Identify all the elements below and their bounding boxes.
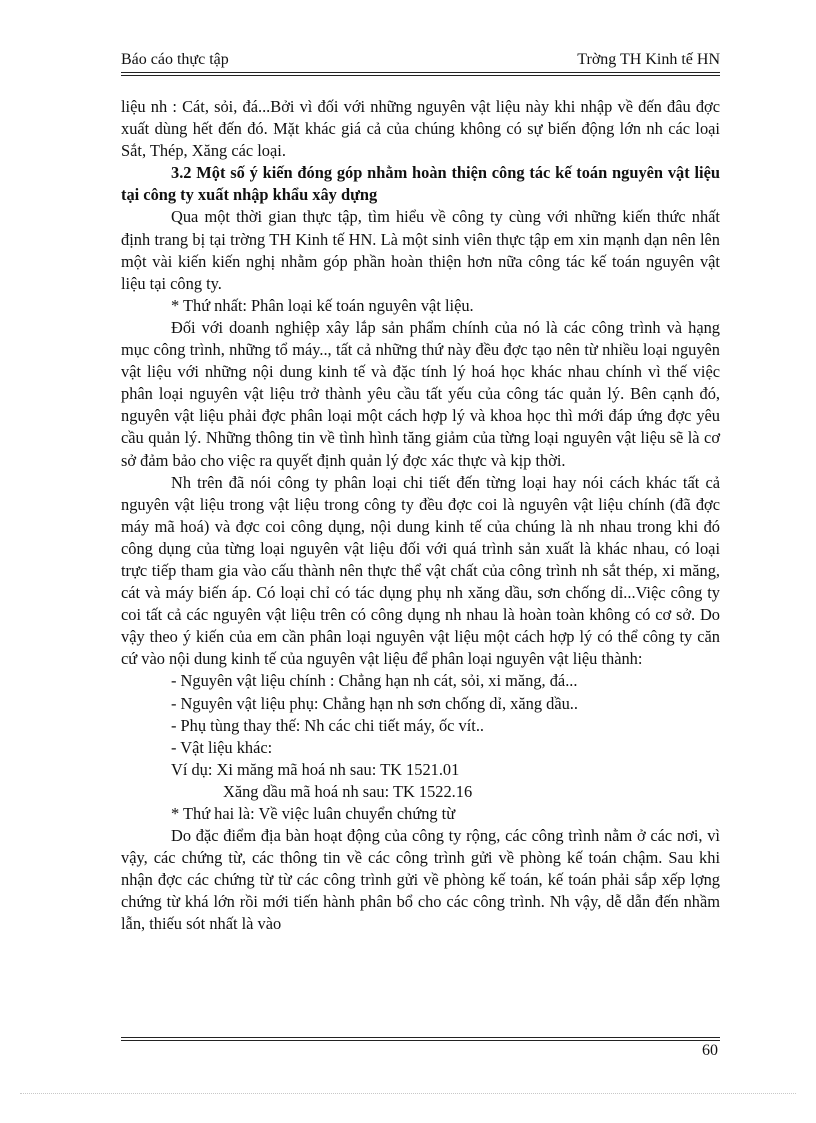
list-item-auxiliary-materials: - Nguyên vật liệu phụ: Chẳng hạn nh sơn chống dỉ, xăng dầu.. [171,693,578,713]
page-bottom-dotted-line [20,1093,796,1094]
example-cement-code: Ví dụ: Xi măng mã hoá nh sau: TK 1521.01 [171,759,460,779]
header-school-name: Trờng TH Kinh tế HN [577,51,720,68]
section-heading: 3.2 Một số ý kiến đóng góp nhằm hoàn thiện công tác kế toán nguyên vật liệu tại công ty xuất nhập khẩu xây dựng [121,163,720,205]
header-rule-thin [121,75,720,76]
point-first-heading: * Thứ nhất: Phân loại kế toán nguyên vật liệu. [171,295,474,315]
paragraph-documents: Do đặc điểm địa bàn hoạt động của công ty rộng, các công trình nằm ở các nơi, vì vậy, các chứng từ, các thông tin về các công trình gửi về phòng kế toán chậm. Sau khi nhận đợc các chứng từ từ các công trình gửi về phòng kế toán, kế toán phải sắp xếp lợng chứng từ khá lớn rồi mới tiến hành phân bổ cho các công trình. Nh vậy, dễ dẫn đến nhầm lẫn, thiếu sót nhất là vào [121,826,720,934]
footer-rule-thin [121,1040,720,1041]
paragraph-classification: Đối với doanh nghiệp xây lắp sản phẩm chính của nó là các công trình và hạng mục công trình, những tổ máy.., tất cả những thứ này đều đợc tạo nên từ nhiều loại nguyên vật liệu với những nội dung kinh tế và đặc tính lý hoá học khác nhau chính vì thế việc phân loại nguyên vật liệu trở thành yêu cầu tất yếu của công tác quản lý. Bên cạnh đó, nguyên vật liệu phải đợc phân loại một cách hợp lý và khoa học thì mới đáp ứng đợc yêu cầu quản lý. Những thông tin về tình hình tăng giảm của từng loại nguyên vật liệu sẽ là cơ sở đảm bảo cho việc ra quyết định quản lý đợc xác thực và kịp thời. [121,317,720,470]
list-item-other-materials: - Vật liệu khác: [171,737,273,757]
paragraph-continuation: liệu nh : Cát, sỏi, đá...Bởi vì đối với những nguyên vật liệu này khi nhập về đến đâu đợc xuất dùng hết đến đó. Mặt khác giá cả của chúng không có sự biến động lớn nh các loại Sắt, Thép, Xăng các loại. [121,97,720,161]
list-item-spare-parts: - Phụ tùng thay thế: Nh các chi tiết máy, ốc vít.. [171,715,485,735]
document-body [121,96,720,936]
header-report-title: Báo cáo thực tập [121,51,229,68]
paragraph-analysis: Nh trên đã nói công ty phân loại chi tiết đến từng loại hay nói cách khác tất cả nguyên vật liệu trong vật liệu trong công ty đều đợc coi là nguyên vật liệu chính (đã đợc máy mã hoá) và đợc coi công dụng, nội dung kinh tế của chúng là nh nhau trong khi đó công dụng của từng loại nguyên vật liệu đối với quá trình sản xuất là khác nhau, có loại trực tiếp tham gia vào cấu thành nên thực thể vật chất của công trình nh sắt thép, xi măng, cát và máy biến áp. Có loại chỉ có tác dụng phụ nh xăng dầu, sơn chống dỉ...Việc công ty coi tất cả các nguyên vật liệu trên có công dụng nh nhau là hoàn toàn không có cơ sở. Do vậy theo ý kiến của em cần phân loại nguyên vật liệu một cách hợp lý có thể công ty căn cứ vào nội dung kinh tế của nguyên vật liệu để phân loại nguyên vật liệu thành: [121,472,720,669]
footer-rule [121,1037,720,1038]
page-header [121,48,720,72]
header-rule [121,72,720,73]
example-fuel-code: Xăng dầu mã hoá nh sau: TK 1522.16 [223,781,473,801]
list-item-main-materials: - Nguyên vật liệu chính : Chẳng hạn nh cát, sỏi, xi măng, đá... [171,671,578,691]
point-second-heading: * Thứ hai là: Về việc luân chuyển chứng từ [171,804,456,823]
paragraph-intro: Qua một thời gian thực tập, tìm hiểu về công ty cùng với những kiến thức nhất định trang bị tại trờng TH Kinh tế HN. Là một sinh viên thực tập em xin mạnh dạn nên lên một vài kiến kiến nghị nhằm góp phần hoàn thiện hơn nữa công tác kế toán nguyên vật liệu tại công ty. [121,207,720,293]
page-number: 60 [702,1042,718,1059]
